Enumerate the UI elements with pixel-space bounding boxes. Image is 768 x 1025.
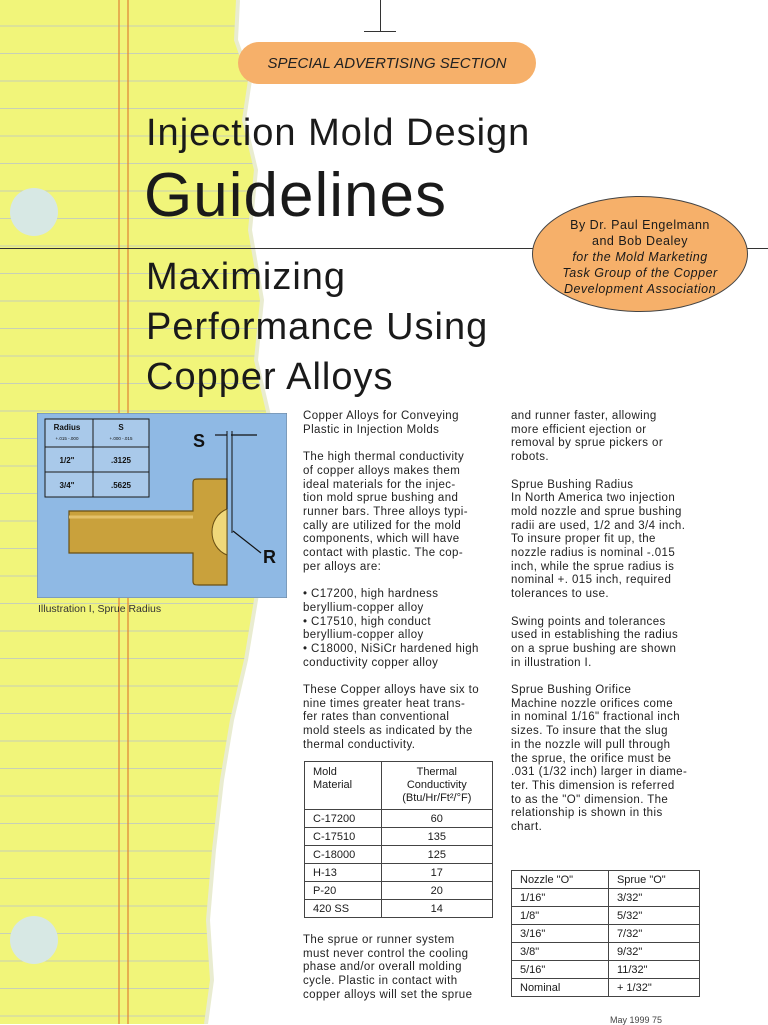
subtitle: Maximizing Performance Using Copper Alloys (146, 256, 489, 398)
special-advertising-banner: SPECIAL ADVERTISING SECTION (238, 42, 536, 84)
fig-label-s: S (193, 431, 206, 451)
thermal-conductivity-table: Mold Material Thermal Conductivity (Btu/Hr/Ft²/°F) C-17200 60 C-17510 135 C-18000 125 H-13 17 P-20 20 420 SS 14 (304, 761, 493, 918)
table-row: C-18000 125 (305, 846, 493, 864)
page-footer: May 1999 75 (610, 1015, 663, 1025)
figure-caption: Illustration I, Sprue Radius (38, 603, 162, 615)
table-row: C-17510 135 (305, 828, 493, 846)
article-column-1: Copper Alloys for Conveying Plastic in Injection Molds The high thermal conductivity of copper alloys makes them ideal materials for the injec- tion mold sprue bushing and runner bars. Three alloys typi- cally are utilized for the mold components, which will have contact with plastic. The cop- per alloys are: • C17200, high hardness beryllium-copper alloy • C17510, high conduct beryllium-copper alloy • C18000, NiSiCr hardened high conductivity copper alloy These Copper alloys have six to nine times greater heat trans- fer rates than conventional mold steels as indicated by the thermal conductivity. (303, 410, 480, 751)
crop-mark-vertical (380, 0, 381, 32)
table-row: 5/16" 11/32" (512, 961, 700, 979)
table-row: 3/8" 9/32" (512, 943, 700, 961)
article-column-1-continued: The sprue or runner system must never control the cooling phase and/or overall molding cycle. Plastic in contact with copper alloys will set the sprue (303, 934, 473, 1001)
author-byline: By Dr. Paul Engelmann and Bob Dealey for the Mold Marketing Task Group of the Copper Development Association (532, 196, 748, 312)
fig-row1-radius: 1/2" (59, 456, 75, 465)
table-row: 420 SS 14 (305, 900, 493, 918)
table-row: 1/8" 5/32" (512, 907, 700, 925)
fig-head-radius: Radius (53, 423, 81, 432)
table-row: P-20 20 (305, 882, 493, 900)
fig-row2-s: .5625 (110, 481, 132, 490)
fig-head-radius-tol: +.015 -.000 (55, 436, 79, 441)
fig-head-s-tol: +.000 -.015 (109, 436, 133, 441)
fig-row2-radius: 3/4" (59, 481, 75, 490)
article-column-2: and runner faster, allowing more efficient ejection or removal by sprue pickers or robots. Sprue Bushing Radius In North America two injection mold nozzle and sprue bushing radii are used, 1/2 and 3/4 inch. To insure proper fit up, the nozzle radius is nominal -.015 inch, while the sprue radius is nominal +. 015 inch, required tolerances to use. Swing points and tolerances used in establishing the radius on a sprue bushing are shown in illustration I. Sprue Bushing Orifice Machine nozzle orifices come in nominal 1/16" fractional inch sizes. To insure that the slug in the nozzle will pull through the sprue, the orifice must be .031 (1/32 inch) larger in diame- ter. This dimension is referred to as the "O" dimension. The relationship is shown in this chart. (511, 410, 688, 834)
table-row: 3/16" 7/32" (512, 925, 700, 943)
title-guidelines: Guidelines (144, 161, 447, 230)
sprue-radius-illustration (37, 413, 287, 598)
fig-row1-s: .3125 (110, 456, 132, 465)
table-row: C-17200 60 (305, 810, 493, 828)
table-row: H-13 17 (305, 864, 493, 882)
nozzle-sprue-table: Nozzle "O" Sprue "O" 1/16" 3/32" 1/8" 5/32" 3/16" 7/32" 3/8" 9/32" 5/16" 11/32" Nominal + 1/32" (511, 870, 700, 997)
table-row: 1/16" 3/32" (512, 889, 700, 907)
fig-label-r: R (263, 547, 276, 567)
table-row: Nominal + 1/32" (512, 979, 700, 997)
crop-mark-horizontal (364, 31, 396, 32)
title-line-1: Injection Mold Design (146, 112, 531, 154)
fig-head-s: S (118, 423, 124, 432)
